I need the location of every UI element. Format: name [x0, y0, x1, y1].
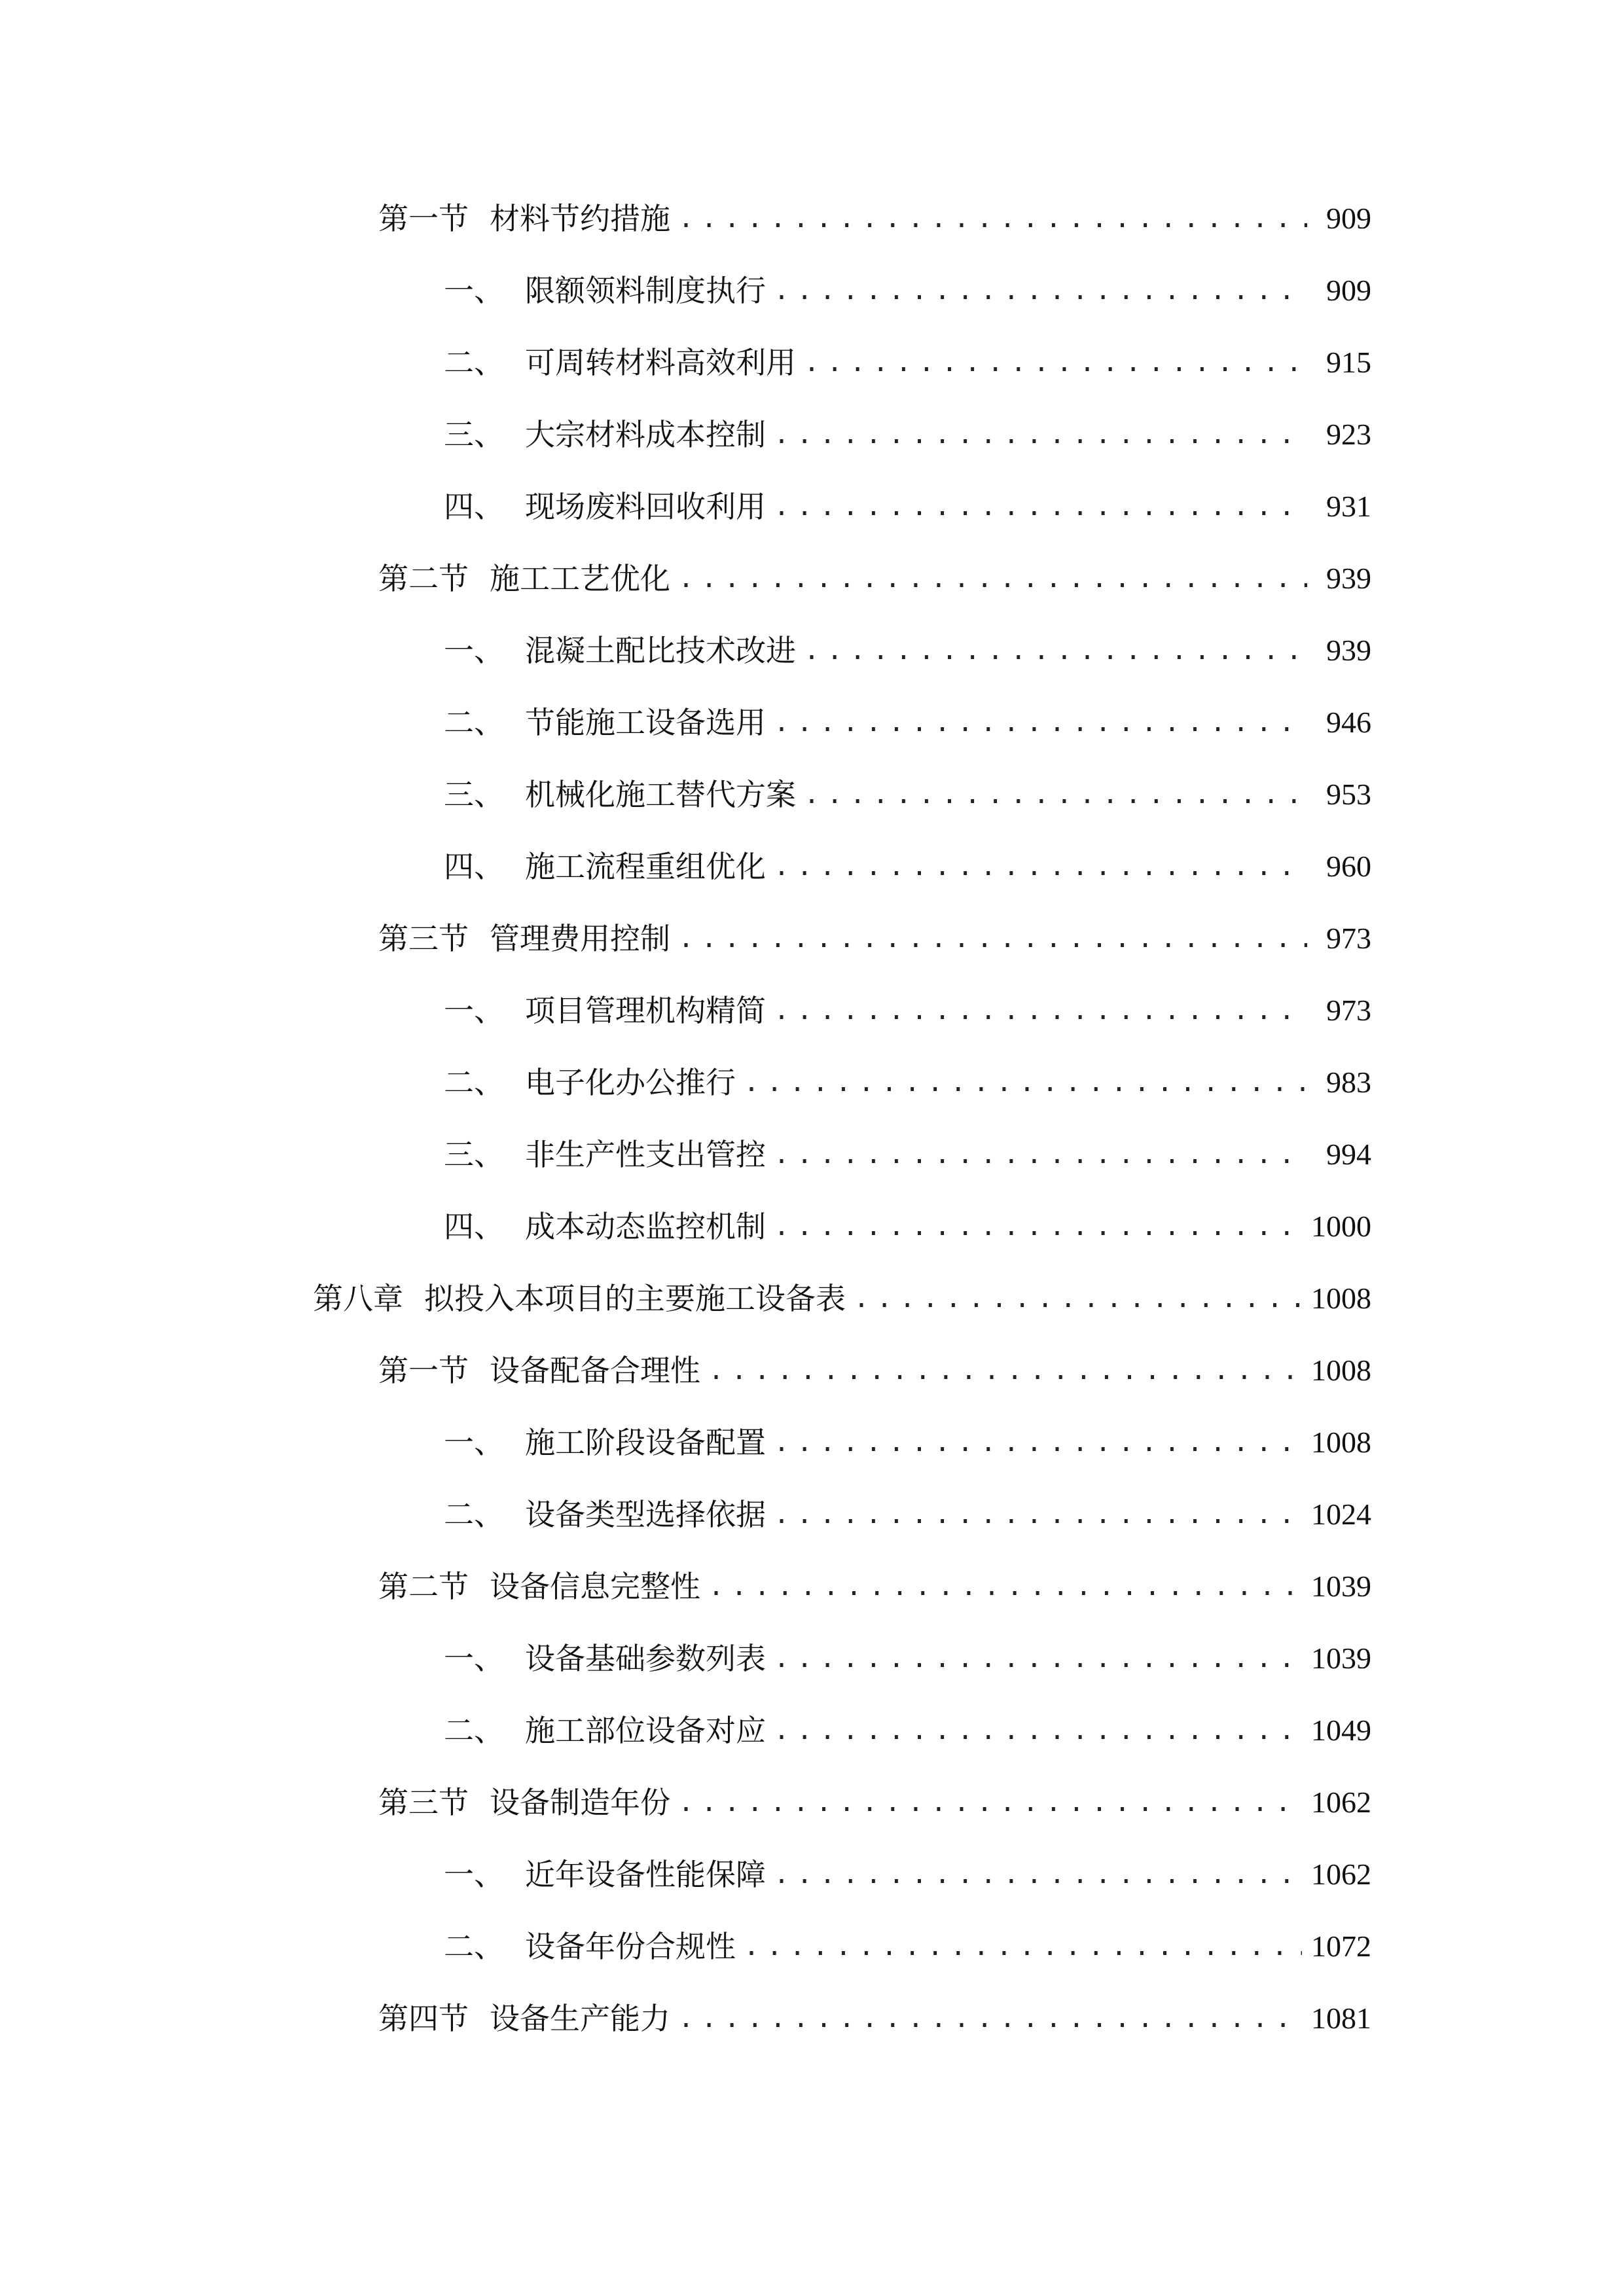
- toc-entry-section[interactable]: [378, 196, 1371, 242]
- toc-entry-title: 节能施工设备选用: [525, 705, 766, 740]
- toc-entry-page: 1049: [1311, 1713, 1371, 1747]
- toc-entry-prefix: 二、: [444, 1497, 504, 1532]
- toc-entry-title: 施工工艺优化: [490, 561, 670, 596]
- toc-entry-item[interactable]: [444, 1060, 1371, 1105]
- toc-entry-prefix: 二、: [444, 1929, 504, 1964]
- dot-leader: [774, 844, 1307, 889]
- dot-leader: [774, 700, 1307, 745]
- dot-leader: [678, 196, 1307, 242]
- toc-entry-section[interactable]: [378, 1996, 1371, 2041]
- toc-entry-item[interactable]: [444, 628, 1371, 673]
- toc-entry-page: 1000: [1311, 1210, 1371, 1243]
- dot-leader: [774, 1204, 1302, 1249]
- toc-entry-page: 994: [1326, 1138, 1371, 1171]
- toc-entry-page: 1024: [1311, 1498, 1371, 1531]
- toc-entry-page: 960: [1326, 850, 1371, 883]
- toc-entry-page: 1062: [1311, 1857, 1371, 1891]
- toc-entry-page: 909: [1326, 202, 1371, 235]
- toc-entry-title: 设备生产能力: [490, 2001, 670, 2036]
- dot-leader: [774, 268, 1307, 314]
- toc-entry-item[interactable]: [444, 772, 1371, 817]
- toc-entry-title: 非生产性支出管控: [525, 1137, 766, 1172]
- toc-entry-page: 939: [1326, 562, 1371, 595]
- dot-leader: [774, 412, 1307, 457]
- dot-leader: [774, 988, 1307, 1033]
- toc-entry-title: 近年设备性能保障: [525, 1857, 766, 1892]
- toc-entry-prefix: 第二节: [378, 1569, 469, 1604]
- toc-entry-page: 973: [1326, 922, 1371, 955]
- toc-entry-prefix: 第一节: [378, 1353, 469, 1388]
- toc-entry-title: 设备配备合理性: [490, 1353, 700, 1388]
- toc-entry-page: 983: [1326, 1066, 1371, 1099]
- toc-entry-title: 拟投入本项目的主要施工设备表: [424, 1281, 846, 1316]
- dot-leader: [774, 484, 1307, 529]
- dot-leader: [804, 772, 1307, 817]
- dot-leader: [678, 556, 1307, 601]
- dot-leader: [774, 1852, 1302, 1897]
- dot-leader: [774, 1492, 1302, 1537]
- toc-entry-prefix: 二、: [444, 1065, 504, 1100]
- toc-entry-title: 电子化办公推行: [525, 1065, 736, 1100]
- toc-entry-item[interactable]: [444, 988, 1371, 1033]
- toc-entry-item[interactable]: [444, 1492, 1371, 1537]
- toc-entry-title: 大宗材料成本控制: [525, 417, 766, 452]
- dot-leader: [774, 1636, 1302, 1681]
- dot-leader: [678, 1780, 1302, 1825]
- toc-entry-prefix: 第三节: [378, 921, 469, 956]
- dot-leader: [774, 1132, 1307, 1177]
- toc-entry-page: 973: [1326, 994, 1371, 1027]
- toc-entry-title: 限额领料制度执行: [525, 273, 766, 308]
- toc-entry-page: 1072: [1311, 1929, 1371, 1963]
- dot-leader: [708, 1348, 1302, 1393]
- toc-entry-section[interactable]: [378, 1564, 1371, 1609]
- toc-entry-prefix: 一、: [444, 1641, 504, 1676]
- dot-leader: [804, 628, 1307, 673]
- toc-entry-prefix: 第四节: [378, 2001, 469, 2036]
- toc-entry-item[interactable]: [444, 412, 1371, 457]
- toc-entry-item[interactable]: [444, 484, 1371, 529]
- dot-leader: [678, 916, 1307, 961]
- toc-entry-title: 施工部位设备对应: [525, 1713, 766, 1748]
- toc-entry-item[interactable]: [444, 1852, 1371, 1897]
- toc-entry-prefix: 一、: [444, 1425, 504, 1460]
- toc-entry-page: 1008: [1311, 1282, 1371, 1315]
- toc-entry-prefix: 一、: [444, 993, 504, 1028]
- dot-leader: [708, 1564, 1302, 1609]
- toc-entry-prefix: 一、: [444, 273, 504, 308]
- toc-entry-page: 1081: [1311, 2001, 1371, 2035]
- toc-entry-page: 915: [1326, 346, 1371, 379]
- toc-entry-page: 953: [1326, 778, 1371, 811]
- dot-leader: [854, 1276, 1302, 1321]
- toc-entry-title: 设备年份合规性: [525, 1929, 736, 1964]
- toc-entry-page: 923: [1326, 418, 1371, 451]
- toc-entry-title: 现场废料回收利用: [525, 489, 766, 524]
- toc-entry-page: 909: [1326, 274, 1371, 307]
- toc-entry-item[interactable]: [444, 700, 1371, 745]
- dot-leader: [774, 1420, 1302, 1465]
- toc-entry-title: 设备信息完整性: [490, 1569, 700, 1604]
- toc-entry-section[interactable]: [378, 916, 1371, 961]
- toc-entry-prefix: 第八章: [313, 1281, 403, 1316]
- toc-entry-prefix: 二、: [444, 705, 504, 740]
- toc-entry-item[interactable]: [444, 1924, 1371, 1969]
- toc-entry-section[interactable]: [378, 1348, 1371, 1393]
- toc-entry-item[interactable]: [444, 1708, 1371, 1753]
- toc-entry-item[interactable]: [444, 1132, 1371, 1177]
- dot-leader: [744, 1924, 1302, 1969]
- dot-leader: [678, 1996, 1302, 2041]
- dot-leader: [804, 340, 1307, 386]
- toc-entry-page: 1039: [1311, 1570, 1371, 1603]
- toc-entry-title: 项目管理机构精简: [525, 993, 766, 1028]
- toc-entry-title: 设备类型选择依据: [525, 1497, 766, 1532]
- toc-entry-prefix: 四、: [444, 489, 504, 524]
- toc-entry-section[interactable]: [378, 1780, 1371, 1825]
- dot-leader: [744, 1060, 1307, 1105]
- toc-entry-item[interactable]: [444, 1420, 1371, 1465]
- toc-entry-prefix: 三、: [444, 777, 504, 812]
- toc-entry-title: 可周转材料高效利用: [525, 345, 796, 380]
- toc-entry-page: 939: [1326, 634, 1371, 667]
- toc-entry-prefix: 三、: [444, 417, 504, 452]
- toc-entry-prefix: 一、: [444, 633, 504, 668]
- toc-entry-title: 机械化施工替代方案: [525, 777, 796, 812]
- dot-leader: [774, 1708, 1302, 1753]
- toc-entry-prefix: 二、: [444, 345, 504, 380]
- toc-entry-title: 设备基础参数列表: [525, 1641, 766, 1676]
- toc-entry-section[interactable]: [378, 556, 1371, 601]
- toc-entry-title: 施工阶段设备配置: [525, 1425, 766, 1460]
- toc-entry-prefix: 二、: [444, 1713, 504, 1748]
- toc-entry-prefix: 一、: [444, 1857, 504, 1892]
- toc-entry-prefix: 四、: [444, 849, 504, 884]
- toc-entry-title: 施工流程重组优化: [525, 849, 766, 884]
- toc-entry-title: 材料节约措施: [490, 201, 670, 236]
- toc-entry-page: 1062: [1311, 1785, 1371, 1819]
- toc-entry-item[interactable]: [444, 1636, 1371, 1681]
- toc-entry-title: 成本动态监控机制: [525, 1209, 766, 1244]
- toc-entry-chapter[interactable]: [313, 1276, 1371, 1321]
- toc-entry-title: 设备制造年份: [490, 1785, 670, 1820]
- toc-entry-title: 混凝土配比技术改进: [525, 633, 796, 668]
- toc-entry-page: 931: [1326, 490, 1371, 523]
- toc-entry-page: 1008: [1311, 1354, 1371, 1387]
- toc-entry-page: 1039: [1311, 1641, 1371, 1675]
- toc-entry-item[interactable]: [444, 844, 1371, 889]
- toc-entry-prefix: 第二节: [378, 561, 469, 596]
- toc-entry-item[interactable]: [444, 268, 1371, 314]
- toc-entry-item[interactable]: [444, 1204, 1371, 1249]
- toc-entry-prefix: 四、: [444, 1209, 504, 1244]
- toc-entry-page: 1008: [1311, 1426, 1371, 1459]
- toc-entry-prefix: 第三节: [378, 1785, 469, 1820]
- toc-entry-item[interactable]: [444, 340, 1371, 386]
- toc-entry-page: 946: [1326, 706, 1371, 739]
- toc-entry-prefix: 三、: [444, 1137, 504, 1172]
- toc-entry-title: 管理费用控制: [490, 921, 670, 956]
- toc-entry-prefix: 第一节: [378, 201, 469, 236]
